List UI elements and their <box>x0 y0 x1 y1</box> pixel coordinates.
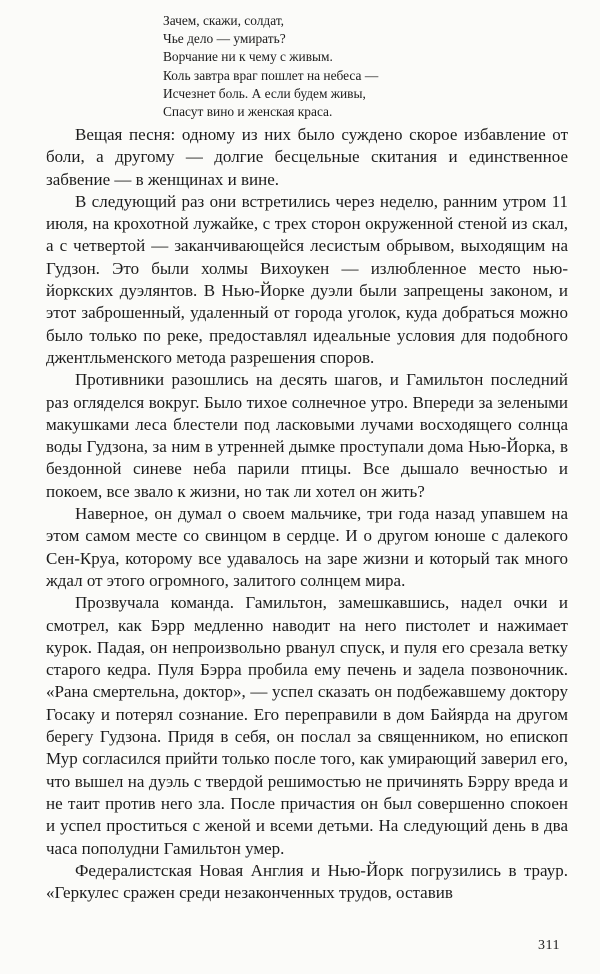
page-number: 311 <box>538 938 560 953</box>
poem-line: Коль завтра враг пошлет на небеса — <box>163 67 379 83</box>
poem-line: Зачем, скажи, солдат, <box>163 13 285 28</box>
paragraph: Вещая песня: одному из них было суждено скорое избавление от боли, а другому — долгие бесцельные скитания и единственное забвение — в женщинах и вине. <box>46 125 568 189</box>
poem-epigraph <box>163 12 483 121</box>
body-text <box>46 124 568 904</box>
paragraph: Наверное, он думал о своем мальчике, три года назад упавшем на этом самом месте со свинцом в сердце. И о другом юноше с далекого Сен-Круа, которому все удавалось на заре жизни и который так много ждал от этого огромного, залитого солнцем мира. <box>46 504 568 590</box>
poem-line: Чье дело — умирать? <box>163 31 286 47</box>
poem-line: Исчезнет боль. А если будем живы, <box>163 85 366 101</box>
poem-line: Ворчание ни к чему с живым. <box>163 49 333 65</box>
paragraph: Противники разошлись на десять шагов, и Гамильтон последний раз огляделся вокруг. Было тихое солнечное утро. Впереди за зелеными макушками леса блестели под ласковыми лучами восходящего солнца воды Гудзона, за ним в утренней дымке проступали дома Нью-Йорка, в бездонной синеве неба парили птицы. Все дышало вечностью и покоем, все звало к жизни, но так ли хотел он жить? <box>46 370 568 501</box>
poem-line: Спасут вино и женская краса. <box>163 104 333 120</box>
paragraph: Прозвучала команда. Гамильтон, замешкавшись, надел очки и смотрел, как Бэрр медленно наводит на него пистолет и нажимает курок. Падая, он непроизвольно рванул спуск, и пуля его срезала ветку старого кедра. Пуля Бэрра пробила ему печень и задела позвоночник. «Рана смертельна, доктор», — успел сказать он подбежавшему доктору Госаку и потерял сознание. Его переправили в дом Байярда на другом берегу Гудзона. Придя в себя, он послал за священником, но епископ Мур согласился прийти только после того, как умирающий заверил его, что вышел на дуэль с твердой решимостью не причинять Бэрру вреда и не таит против него зла. После причастия он был совершенно спокоен и успел проститься с женой и всеми детьми. На следующий день в два часа пополудни Гамильтон умер. <box>46 593 568 858</box>
paragraph: Федералистская Новая Англия и Нью-Йорк погрузились в траур. «Геркулес сражен среди незаконченных трудов, оставив <box>46 860 568 903</box>
paragraph: В следующий раз они встретились через неделю, ранним утром 11 июля, на крохотной лужайке, с трех сторон окруженной стеной из скал, а с четвертой — заканчивающейся лесистым обрывом, выходящим на Гудзон. Это были холмы Вихоукен — излюбленное место нью-йоркских дуэлянтов. В Нью-Йорке дуэли были запрещены законом, и этот заброшенный, удаленный от города уголок, куда добраться можно было только по реке, предоставлял идеальные условия для подобного джентльменского метода разрешения споров. <box>46 191 568 367</box>
